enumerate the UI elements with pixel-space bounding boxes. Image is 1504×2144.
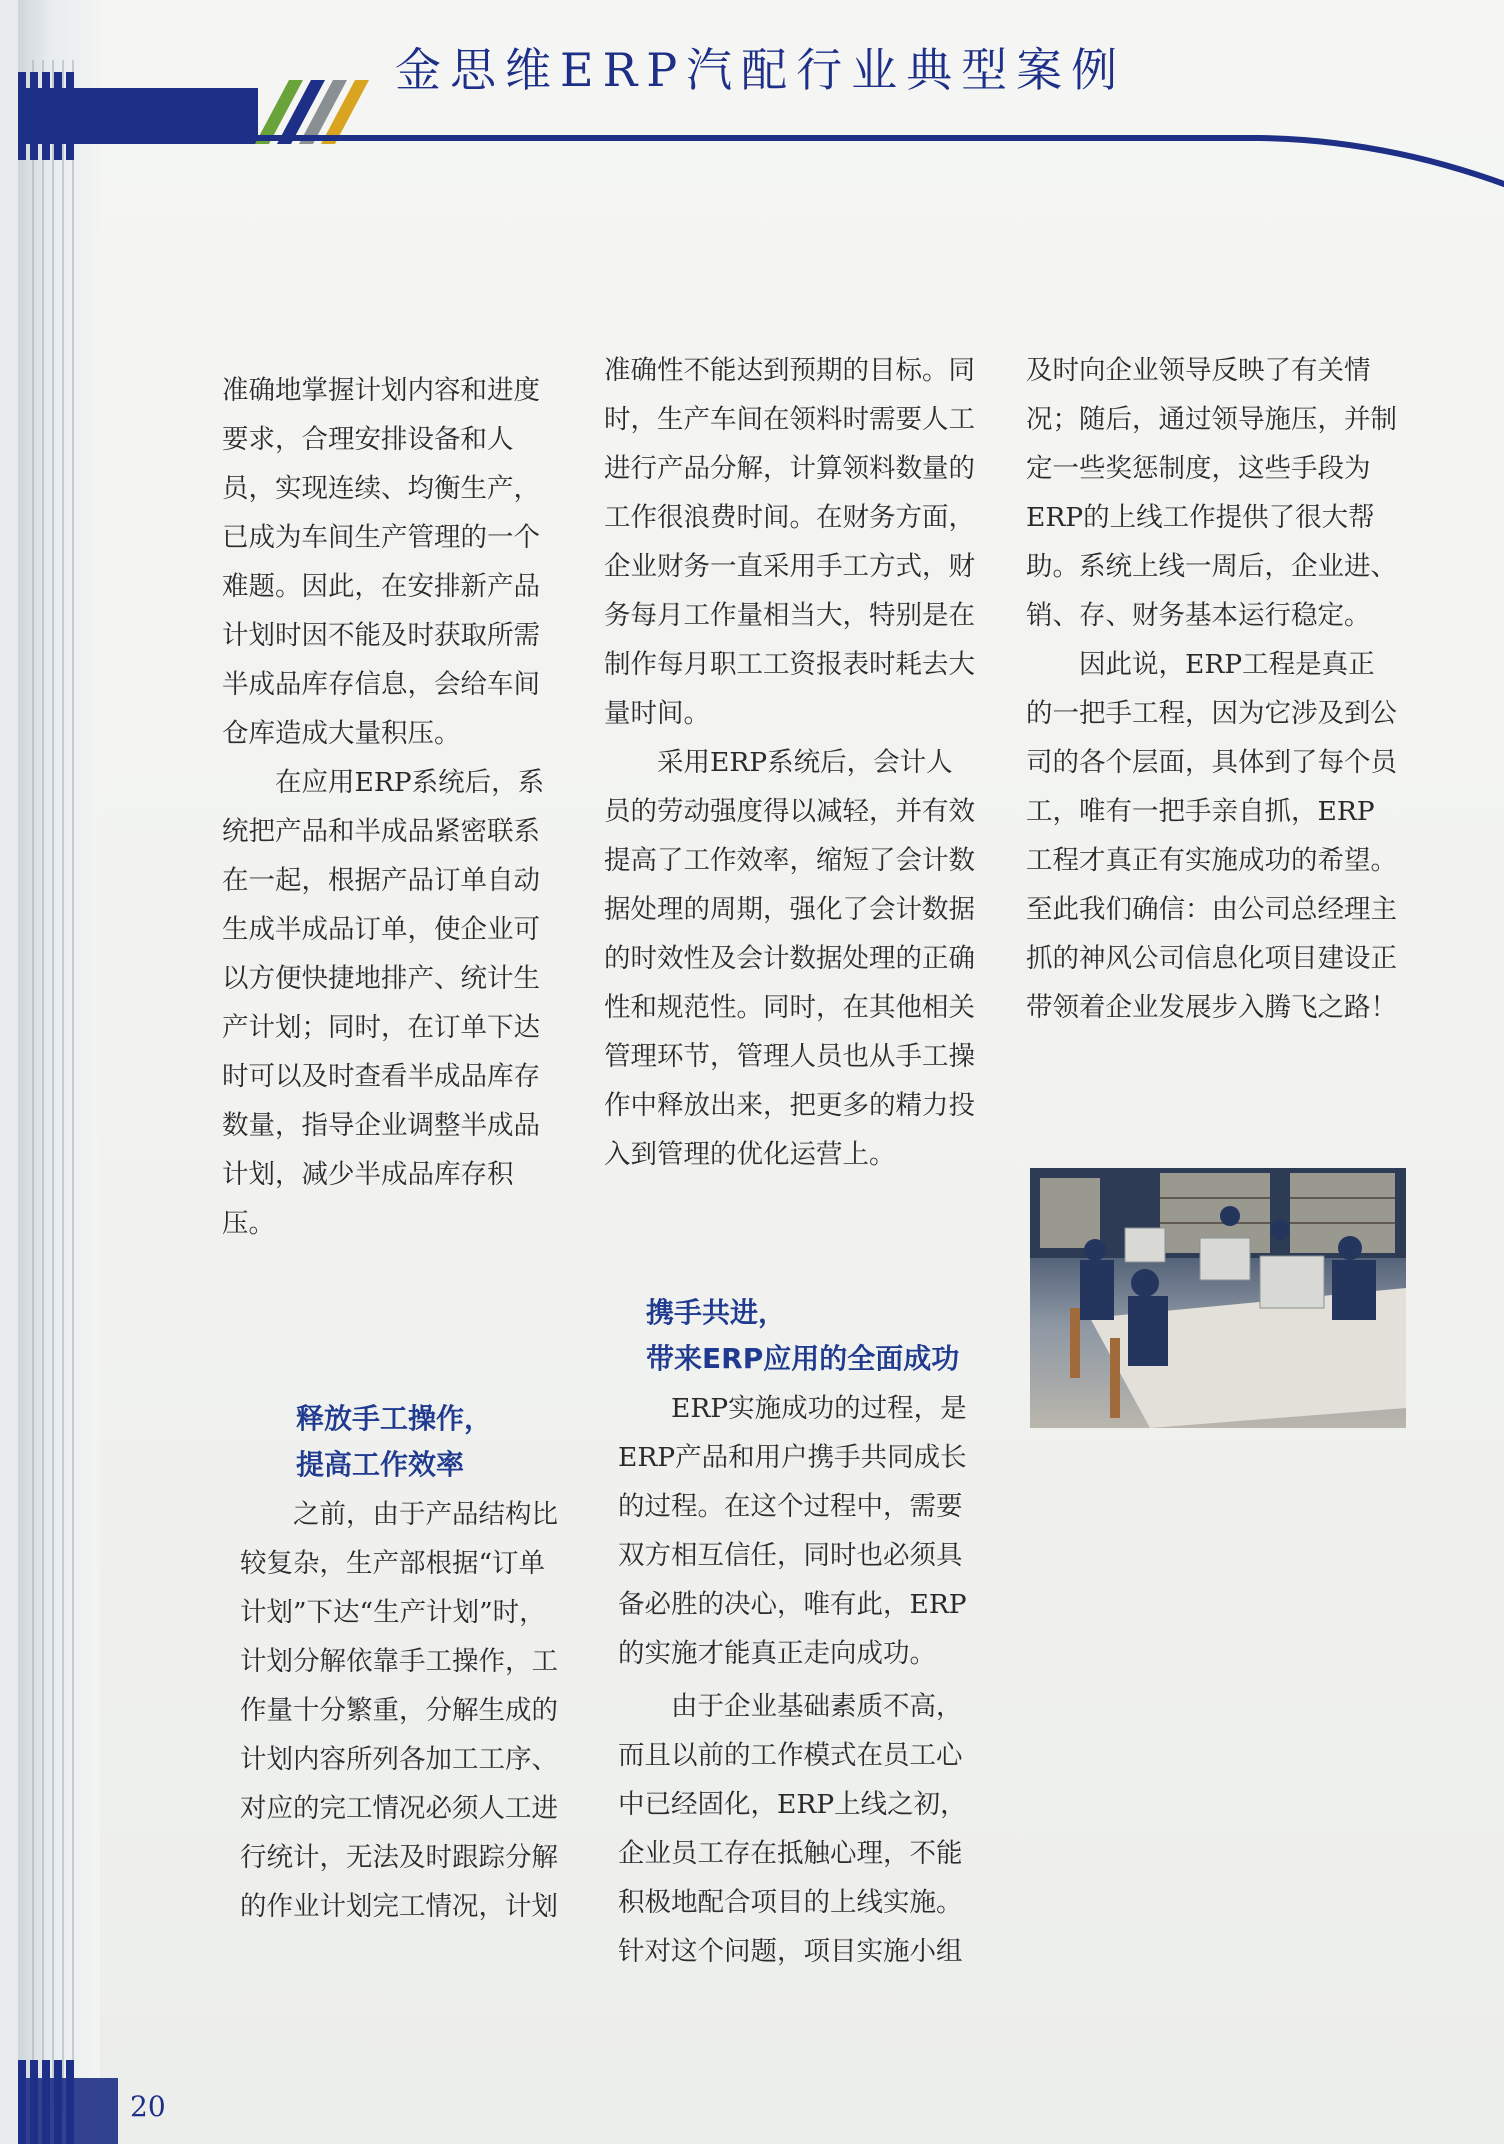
col1-paragraph-2: 在应用ERP系统后，系统把产品和半成品紧密联系在一起，根据产品订单自动生成半成品订单，使企业可以方便快捷地排产、统计生产计划；同时，在订单下达时可以及时查看半成品库存数量，指导企业调整半成品计划，减少半成品库存积压。: [222, 767, 545, 1239]
office-photo: [1030, 1168, 1406, 1428]
footer-pixel-decoration: [18, 2060, 78, 2144]
col2-paragraph-2: 采用ERP系统后，会计人员的劳动强度得以减轻，并有效提高了工作效率，缩短了会计数据处理的周期，强化了会计数据的时效性及会计数据处理的正确性和规范性。同时，在其他相关管理环节，管理人员也从手工操作中释放出来，把更多的精力投入到管理的优化运营上。: [604, 747, 975, 1170]
col2-heading-line-2: 带来ERP应用的全面成功: [646, 1342, 960, 1375]
page-title: 金思维ERP汽配行业典型案例: [395, 43, 1127, 97]
page-number: 20: [130, 2090, 166, 2123]
column-3: [1026, 346, 1398, 1032]
col1-heading-line-2: 提高工作效率: [296, 1448, 465, 1481]
col1-heading-line-1: 释放手工操作，: [296, 1402, 493, 1435]
col1-bottom: [240, 1490, 558, 1931]
col2-heading: [646, 1290, 986, 1382]
header-bar: [18, 88, 258, 144]
col3-paragraph-1: 及时向企业领导反映了有关情况；随后，通过领导施压，并制定一些奖惩制度，这些手段为ERP的上线工作提供了很大帮助。系统上线一周后，企业进、销、存、财务基本运行稳定。: [1026, 355, 1397, 631]
header-curve-line: [240, 118, 1504, 208]
col1-paragraph-3: 之前，由于产品结构比较复杂，生产部根据“订单计划”下达“生产计划”时，计划分解依靠手工操作，工作量十分繁重，分解生成的计划内容所列各加工工序、对应的完工情况必须人工进行统计，无法及时跟踪分解的作业计划完工情况，计划: [240, 1499, 558, 1922]
col1-heading: [296, 1396, 566, 1488]
col2-paragraph-1: 准确性不能达到预期的目标。同时，生产车间在领料时需要人工进行产品分解，计算领料数量的工作很浪费时间。在财务方面，企业财务一直采用手工方式，财务每月工作量相当大，特别是在制作每月职工工资报表时耗去大量时间。: [604, 355, 975, 729]
col2-paragraph-3: ERP实施成功的过程，是ERP产品和用户携手共同成长的过程。在这个过程中，需要双方相互信任，同时也必须具备必胜的决心，唯有此，ERP的实施才能真正走向成功。: [618, 1393, 967, 1669]
col2-heading-line-1: 携手共进，: [646, 1296, 787, 1329]
column-1: [222, 366, 552, 1248]
col2-bottom: [618, 1384, 988, 1976]
column-2: [604, 346, 976, 1179]
col1-paragraph-1: 准确地掌握计划内容和进度要求，合理安排设备和人员，实现连续、均衡生产，已成为车间生产管理的一个难题。因此，在安排新产品计划时因不能及时获取所需半成品库存信息，会给车间仓库造成大量积压。: [222, 375, 540, 749]
col3-paragraph-2: 因此说，ERP工程是真正的一把手工程，因为它涉及到公司的各个层面，具体到了每个员工，唯有一把手亲自抓，ERP工程才真正有实施成功的希望。至此我们确信：由公司总经理主抓的神风公司信息化项目建设正带领着企业发展步入腾飞之路！: [1026, 649, 1397, 1023]
col2-paragraph-4: 由于企业基础素质不高，而且以前的工作模式在员工心中已经固化，ERP上线之初，企业员工存在抵触心理，不能积极地配合项目的上线实施。针对这个问题，项目实施小组: [618, 1691, 967, 1967]
page-spine: [18, 0, 100, 2144]
